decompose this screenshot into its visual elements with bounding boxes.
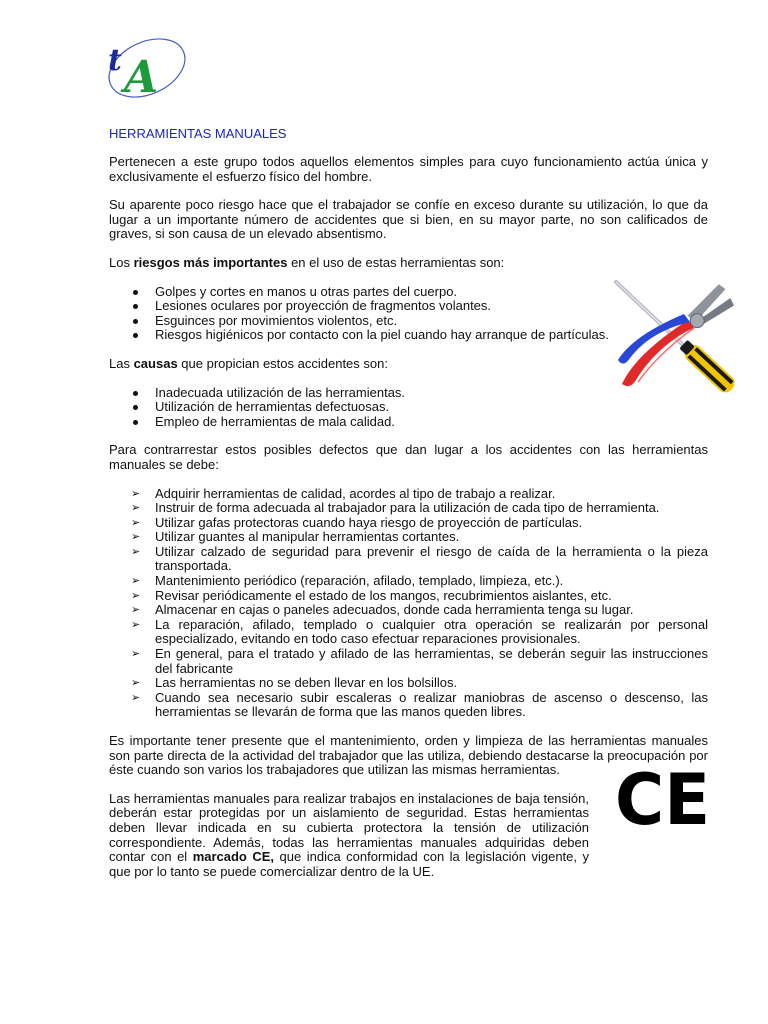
list-item: ➢ Almacenar en cajas o paneles adecuados, donde cada herramienta tenga su lugar. — [109, 603, 708, 618]
svg-text:t: t — [108, 43, 122, 78]
ce-mark-text: CE — [615, 766, 710, 832]
list-item: Esguinces por movimientos violentos, etc. — [109, 314, 708, 329]
list-item: ➢ Cuando sea necesario subir escaleras o realizar maniobras de ascenso o descenso, las herramientas se llevarán de forma que las manos queden libres. — [109, 691, 708, 720]
risks-intro: Los riesgos más importantes en el uso de estas herramientas son: — [109, 254, 505, 270]
measures-list — [109, 487, 708, 721]
measures-intro: Para contrarrestar estos posibles defectos que dan lugar a los accidentes con las herramientas manuales se debe: — [109, 442, 708, 472]
list-item: ➢ Utilizar gafas protectoras cuando haya riesgo de proyección de partículas. — [109, 516, 708, 531]
list-item: ➢ Adquirir herramientas de calidad, acordes al tipo de trabajo a realizar. — [109, 487, 708, 502]
list-item: Lesiones oculares por proyección de fragmentos volantes. — [109, 299, 708, 314]
svg-text:A: A — [124, 52, 159, 103]
list-item: ➢ Utilizar guantes al manipular herramientas cortantes. — [109, 530, 708, 545]
list-item: ➢ Mantenimiento periódico (reparación, afilado, templado, limpieza, etc.). — [109, 574, 708, 589]
company-logo — [100, 30, 190, 105]
list-item: ➢ Utilizar calzado de seguridad para prevenir el riesgo de caída de la herramienta o la pieza transportada. — [109, 545, 708, 574]
ce-paragraph: Las herramientas manuales para realizar trabajos en instalaciones de baja tensión, deberán estar protegidas por un aislamiento de seguridad. Estas herramientas deben llevar indicada en su cubierta protectora la tensión de utilización correspondiente. Además, todas las herramientas manuales adquiridas deben contar con el marcado CE, que indica conformidad con la legislación vigente, y que por lo tanto se puede comercializar dentro de la UE. — [109, 790, 589, 879]
maintenance-paragraph: Es importante tener presente que el mantenimiento, orden y limpieza de las herramientas manuales son parte directa de la actividad del trabajador que las utiliza, debiendo destacarse la preocupación por éste cuando son varios los trabajadores que utilizan las mismas herramientas. — [109, 733, 708, 778]
page-title: HERRAMIENTAS MANUALES — [109, 126, 287, 141]
intro-paragraph: Pertenecen a este grupo todos aquellos elementos simples para cuyo funcionamiento actúa única y exclusivamente el esfuerzo físico del hombre. — [109, 154, 708, 184]
hand-tools-illustration — [604, 276, 744, 394]
list-item: Riesgos higiénicos por contacto con la piel cuando hay arranque de partículas. — [109, 328, 708, 343]
risk-paragraph: Su aparente poco riesgo hace que el trabajador se confíe en exceso durante su utilización, lo que da lugar a un importante número de accidentes que si bien, en su mayor parte, no son calificados de graves, si son causa de un elevado absentismo. — [109, 197, 708, 242]
list-item: Inadecuada utilización de las herramientas. — [109, 386, 708, 401]
list-item: ➢ Las herramientas no se deben llevar en los bolsillos. — [109, 676, 708, 691]
ce-mark-icon — [615, 766, 710, 832]
causes-intro: Las causas que propician estos accidentes son: — [109, 355, 388, 371]
list-item: ➢ En general, para el tratado y afilado de las herramientas, se deberán seguir las instrucciones del fabricante — [109, 647, 708, 676]
list-item: Empleo de herramientas de mala calidad. — [109, 415, 708, 430]
list-item: ➢ La reparación, afilado, templado o cualquier otra operación se realizarán por personal especializado, evitando en todo caso efectuar reparaciones provisionales. — [109, 618, 708, 647]
list-item: ➢ Revisar periódicamente el estado de los mangos, recubrimientos aislantes, etc. — [109, 589, 708, 604]
list-item: Utilización de herramientas defectuosas. — [109, 400, 708, 415]
list-item: Golpes y cortes en manos u otras partes del cuerpo. — [109, 285, 708, 300]
list-item: ➢ Instruir de forma adecuada al trabajador para la utilización de cada tipo de herramienta. — [109, 501, 708, 516]
